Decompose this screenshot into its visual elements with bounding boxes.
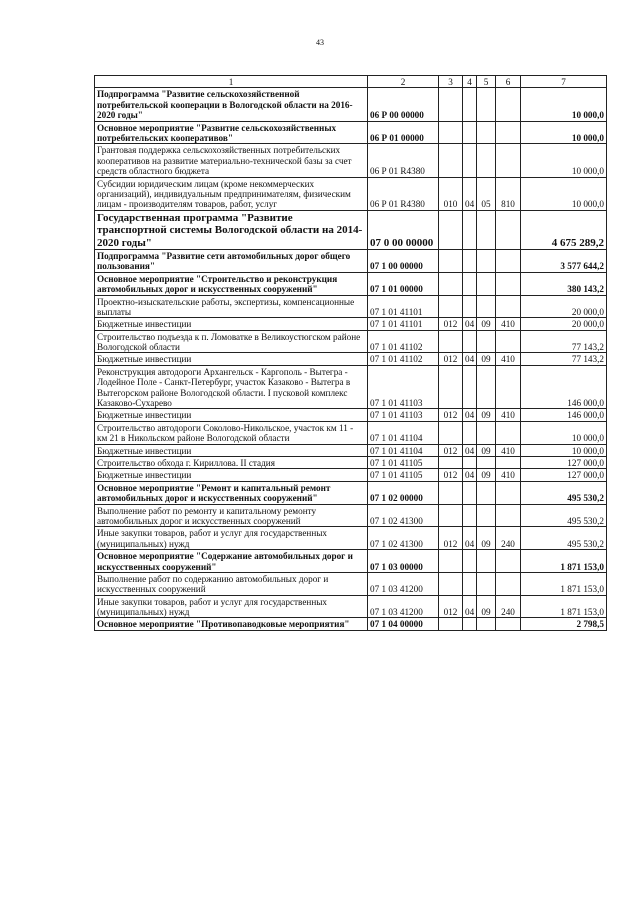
row-col3	[439, 365, 463, 409]
table-row	[95, 210, 607, 249]
row-col5	[477, 330, 496, 353]
table-row	[95, 456, 607, 468]
page-number: 43	[316, 38, 324, 47]
row-amount: 4 675 289,2	[521, 210, 607, 249]
row-col6	[496, 210, 521, 249]
row-amount: 2 798,5	[521, 618, 607, 630]
row-col5	[477, 618, 496, 630]
row-col4	[463, 456, 477, 468]
row-amount: 10 000,0	[521, 144, 607, 177]
row-col5	[477, 456, 496, 468]
row-amount: 10 000,0	[521, 444, 607, 456]
row-col6: 240	[496, 595, 521, 618]
row-col3	[439, 88, 463, 121]
table-row	[95, 550, 607, 573]
row-amount: 20 000,0	[521, 318, 607, 330]
row-amount: 1 871 153,0	[521, 595, 607, 618]
row-col3	[439, 210, 463, 249]
row-col4	[463, 550, 477, 573]
row-code: 06 Р 01 R4380	[368, 177, 439, 210]
row-col5	[477, 121, 496, 144]
row-col3	[439, 550, 463, 573]
row-name: Грантовая поддержка сельскохозяйственных потребительских кооперативов на развитие материально-технической базы за счет средств областного бюджета	[95, 144, 368, 177]
row-code: 07 1 02 41300	[368, 527, 439, 550]
header-cell: 2	[368, 76, 439, 88]
row-name: Подпрограмма "Развитие сети автомобильных дорог общего пользования"	[95, 249, 368, 272]
row-col4	[463, 88, 477, 121]
row-col4: 04	[463, 409, 477, 421]
row-col3	[439, 456, 463, 468]
row-code: 07 1 01 41105	[368, 456, 439, 468]
row-col3	[439, 481, 463, 504]
row-name: Основное мероприятие "Развитие сельскохозяйственных потребительских кооперативов"	[95, 121, 368, 144]
row-col5: 09	[477, 527, 496, 550]
row-col4	[463, 295, 477, 318]
row-col6	[496, 618, 521, 630]
row-name: Бюджетные инвестиции	[95, 444, 368, 456]
row-col4: 04	[463, 353, 477, 365]
table-row	[95, 504, 607, 527]
row-amount: 20 000,0	[521, 295, 607, 318]
row-col4: 04	[463, 444, 477, 456]
row-amount: 495 530,2	[521, 504, 607, 527]
row-name: Бюджетные инвестиции	[95, 353, 368, 365]
row-code: 07 1 01 00000	[368, 272, 439, 295]
table-row	[95, 469, 607, 481]
row-col3: 012	[439, 527, 463, 550]
table-row	[95, 444, 607, 456]
row-col6	[496, 456, 521, 468]
row-col6	[496, 504, 521, 527]
row-col3: 012	[439, 444, 463, 456]
row-col3	[439, 249, 463, 272]
row-name: Государственная программа "Развитие транспортной системы Вологодской области на 2014-2020 годы"	[95, 210, 368, 249]
table-row	[95, 295, 607, 318]
row-col4: 04	[463, 469, 477, 481]
row-code: 07 1 01 41101	[368, 318, 439, 330]
row-col3	[439, 421, 463, 444]
row-col6	[496, 330, 521, 353]
row-col6	[496, 421, 521, 444]
row-col4	[463, 121, 477, 144]
row-col6	[496, 144, 521, 177]
row-amount: 495 530,2	[521, 481, 607, 504]
row-code: 07 0 00 00000	[368, 210, 439, 249]
row-amount: 10 000,0	[521, 421, 607, 444]
row-col3	[439, 504, 463, 527]
row-col5	[477, 421, 496, 444]
row-name: Основное мероприятие "Содержание автомобильных дорог и искусственных сооружений"	[95, 550, 368, 573]
row-col5	[477, 481, 496, 504]
row-col6: 410	[496, 318, 521, 330]
row-col5	[477, 295, 496, 318]
row-name: Проектно-изыскательские работы, экспертизы, компенсационные выплаты	[95, 295, 368, 318]
table-row	[95, 272, 607, 295]
row-col5	[477, 550, 496, 573]
row-col4	[463, 272, 477, 295]
row-code: 07 1 01 41104	[368, 444, 439, 456]
row-name: Подпрограмма "Развитие сельскохозяйственной потребительской кооперации в Вологодской области на 2016-2020 годы"	[95, 88, 368, 121]
row-amount: 1 871 153,0	[521, 550, 607, 573]
row-name: Бюджетные инвестиции	[95, 318, 368, 330]
row-amount: 127 000,0	[521, 456, 607, 468]
row-code: 07 1 01 41104	[368, 421, 439, 444]
row-col4	[463, 210, 477, 249]
row-col3	[439, 121, 463, 144]
row-code: 07 1 01 41102	[368, 330, 439, 353]
row-name: Субсидии юридическим лицам (кроме некоммерческих организаций), индивидуальным предпринимателям, физическим лицам - производителям товаров, работ, услуг	[95, 177, 368, 210]
row-code: 07 1 01 41103	[368, 409, 439, 421]
row-col6: 410	[496, 409, 521, 421]
row-col5: 09	[477, 318, 496, 330]
row-name: Выполнение работ по ремонту и капитальному ремонту автомобильных дорог и искусственных сооружений	[95, 504, 368, 527]
row-col5	[477, 88, 496, 121]
row-amount: 146 000,0	[521, 365, 607, 409]
row-name: Основное мероприятие "Строительство и реконструкция автомобильных дорог и искусственных сооружений"	[95, 272, 368, 295]
row-name: Основное мероприятие "Ремонт и капитальный ремонт автомобильных дорог и искусственных сооружений"	[95, 481, 368, 504]
row-col6	[496, 272, 521, 295]
row-col3: 012	[439, 595, 463, 618]
row-col3: 012	[439, 353, 463, 365]
row-col5	[477, 210, 496, 249]
row-col6	[496, 295, 521, 318]
row-amount: 10 000,0	[521, 177, 607, 210]
row-col4	[463, 618, 477, 630]
row-col6: 410	[496, 469, 521, 481]
row-col4: 04	[463, 177, 477, 210]
row-col3	[439, 272, 463, 295]
row-col5	[477, 249, 496, 272]
row-col6: 410	[496, 444, 521, 456]
row-col4: 04	[463, 527, 477, 550]
row-name: Бюджетные инвестиции	[95, 409, 368, 421]
row-amount: 380 143,2	[521, 272, 607, 295]
row-col6: 810	[496, 177, 521, 210]
row-col4	[463, 481, 477, 504]
row-code: 07 1 03 41200	[368, 572, 439, 595]
header-cell: 4	[463, 76, 477, 88]
row-amount: 10 000,0	[521, 88, 607, 121]
table-row	[95, 595, 607, 618]
row-code: 06 Р 00 00000	[368, 88, 439, 121]
row-col6: 240	[496, 527, 521, 550]
row-code: 07 1 04 00000	[368, 618, 439, 630]
row-col4	[463, 572, 477, 595]
row-col5: 09	[477, 595, 496, 618]
row-col3: 010	[439, 177, 463, 210]
row-col4	[463, 330, 477, 353]
header-cell: 7	[521, 76, 607, 88]
row-col5: 09	[477, 409, 496, 421]
table-row	[95, 318, 607, 330]
budget-table	[94, 75, 607, 631]
row-col5	[477, 144, 496, 177]
row-amount: 3 577 644,2	[521, 249, 607, 272]
row-name: Иные закупки товаров, работ и услуг для государственных (муниципальных) нужд	[95, 527, 368, 550]
row-col6	[496, 88, 521, 121]
row-code: 06 Р 01 R4380	[368, 144, 439, 177]
table-row	[95, 88, 607, 121]
row-code: 07 1 03 41200	[368, 595, 439, 618]
row-name: Бюджетные инвестиции	[95, 469, 368, 481]
table-row	[95, 572, 607, 595]
row-code: 07 1 01 41102	[368, 353, 439, 365]
row-name: Выполнение работ по содержанию автомобильных дорог и искусственных сооружений	[95, 572, 368, 595]
table-row	[95, 481, 607, 504]
row-col5	[477, 365, 496, 409]
row-name: Иные закупки товаров, работ и услуг для государственных (муниципальных) нужд	[95, 595, 368, 618]
row-col4: 04	[463, 318, 477, 330]
row-col5	[477, 272, 496, 295]
table-row	[95, 365, 607, 409]
row-amount: 495 530,2	[521, 527, 607, 550]
row-col4	[463, 504, 477, 527]
row-col3	[439, 572, 463, 595]
row-name: Строительство обхода г. Кириллова. II стадия	[95, 456, 368, 468]
table-row	[95, 249, 607, 272]
table-row	[95, 421, 607, 444]
row-col6	[496, 572, 521, 595]
row-col6	[496, 249, 521, 272]
row-code: 07 1 01 41101	[368, 295, 439, 318]
row-col6: 410	[496, 353, 521, 365]
row-amount: 1 871 153,0	[521, 572, 607, 595]
row-col3	[439, 618, 463, 630]
table-row	[95, 409, 607, 421]
row-name: Строительство автодороги Соколово-Никольское, участок км 11 - км 21 в Никольском районе Вологодской области	[95, 421, 368, 444]
row-col4: 04	[463, 595, 477, 618]
row-col3: 012	[439, 318, 463, 330]
table-row	[95, 144, 607, 177]
table-row	[95, 177, 607, 210]
header-cell: 5	[477, 76, 496, 88]
row-col4	[463, 249, 477, 272]
row-name: Основное мероприятие "Противопаводковые мероприятия"	[95, 618, 368, 630]
row-col3: 012	[439, 469, 463, 481]
header-cell: 1	[95, 76, 368, 88]
row-amount: 146 000,0	[521, 409, 607, 421]
row-col5: 09	[477, 444, 496, 456]
row-col5	[477, 572, 496, 595]
row-col6	[496, 481, 521, 504]
row-code: 07 1 00 00000	[368, 249, 439, 272]
table-row	[95, 121, 607, 144]
row-col3: 012	[439, 409, 463, 421]
row-col5: 05	[477, 177, 496, 210]
row-code: 07 1 03 00000	[368, 550, 439, 573]
row-col6	[496, 365, 521, 409]
row-amount: 77 143,2	[521, 330, 607, 353]
table-row	[95, 527, 607, 550]
row-col4	[463, 421, 477, 444]
row-col6	[496, 121, 521, 144]
row-amount: 127 000,0	[521, 469, 607, 481]
row-col4	[463, 144, 477, 177]
row-code: 07 1 02 00000	[368, 481, 439, 504]
table-row	[95, 353, 607, 365]
row-col3	[439, 330, 463, 353]
row-code: 07 1 01 41105	[368, 469, 439, 481]
header-cell: 6	[496, 76, 521, 88]
row-code: 07 1 02 41300	[368, 504, 439, 527]
row-code: 06 Р 01 00000	[368, 121, 439, 144]
table-row	[95, 330, 607, 353]
row-col6	[496, 550, 521, 573]
row-col4	[463, 365, 477, 409]
header-cell: 3	[439, 76, 463, 88]
row-name: Строительство подъезда к п. Ломоватке в Великоустюгском районе Вологодской области	[95, 330, 368, 353]
table-header-row	[95, 76, 607, 88]
row-col3	[439, 144, 463, 177]
row-name: Реконструкция автодороги Архангельск - Каргополь - Вытегра - Лодейное Поле - Санкт-Петербург, участок Казаково - Вытегра в Вытегорском районе Вологодской области. I пусковой комплекс Казаково-Сухарево	[95, 365, 368, 409]
row-col5: 09	[477, 469, 496, 481]
row-amount: 10 000,0	[521, 121, 607, 144]
row-col5	[477, 504, 496, 527]
row-code: 07 1 01 41103	[368, 365, 439, 409]
table-row	[95, 618, 607, 630]
row-amount: 77 143,2	[521, 353, 607, 365]
row-col5: 09	[477, 353, 496, 365]
row-col3	[439, 295, 463, 318]
